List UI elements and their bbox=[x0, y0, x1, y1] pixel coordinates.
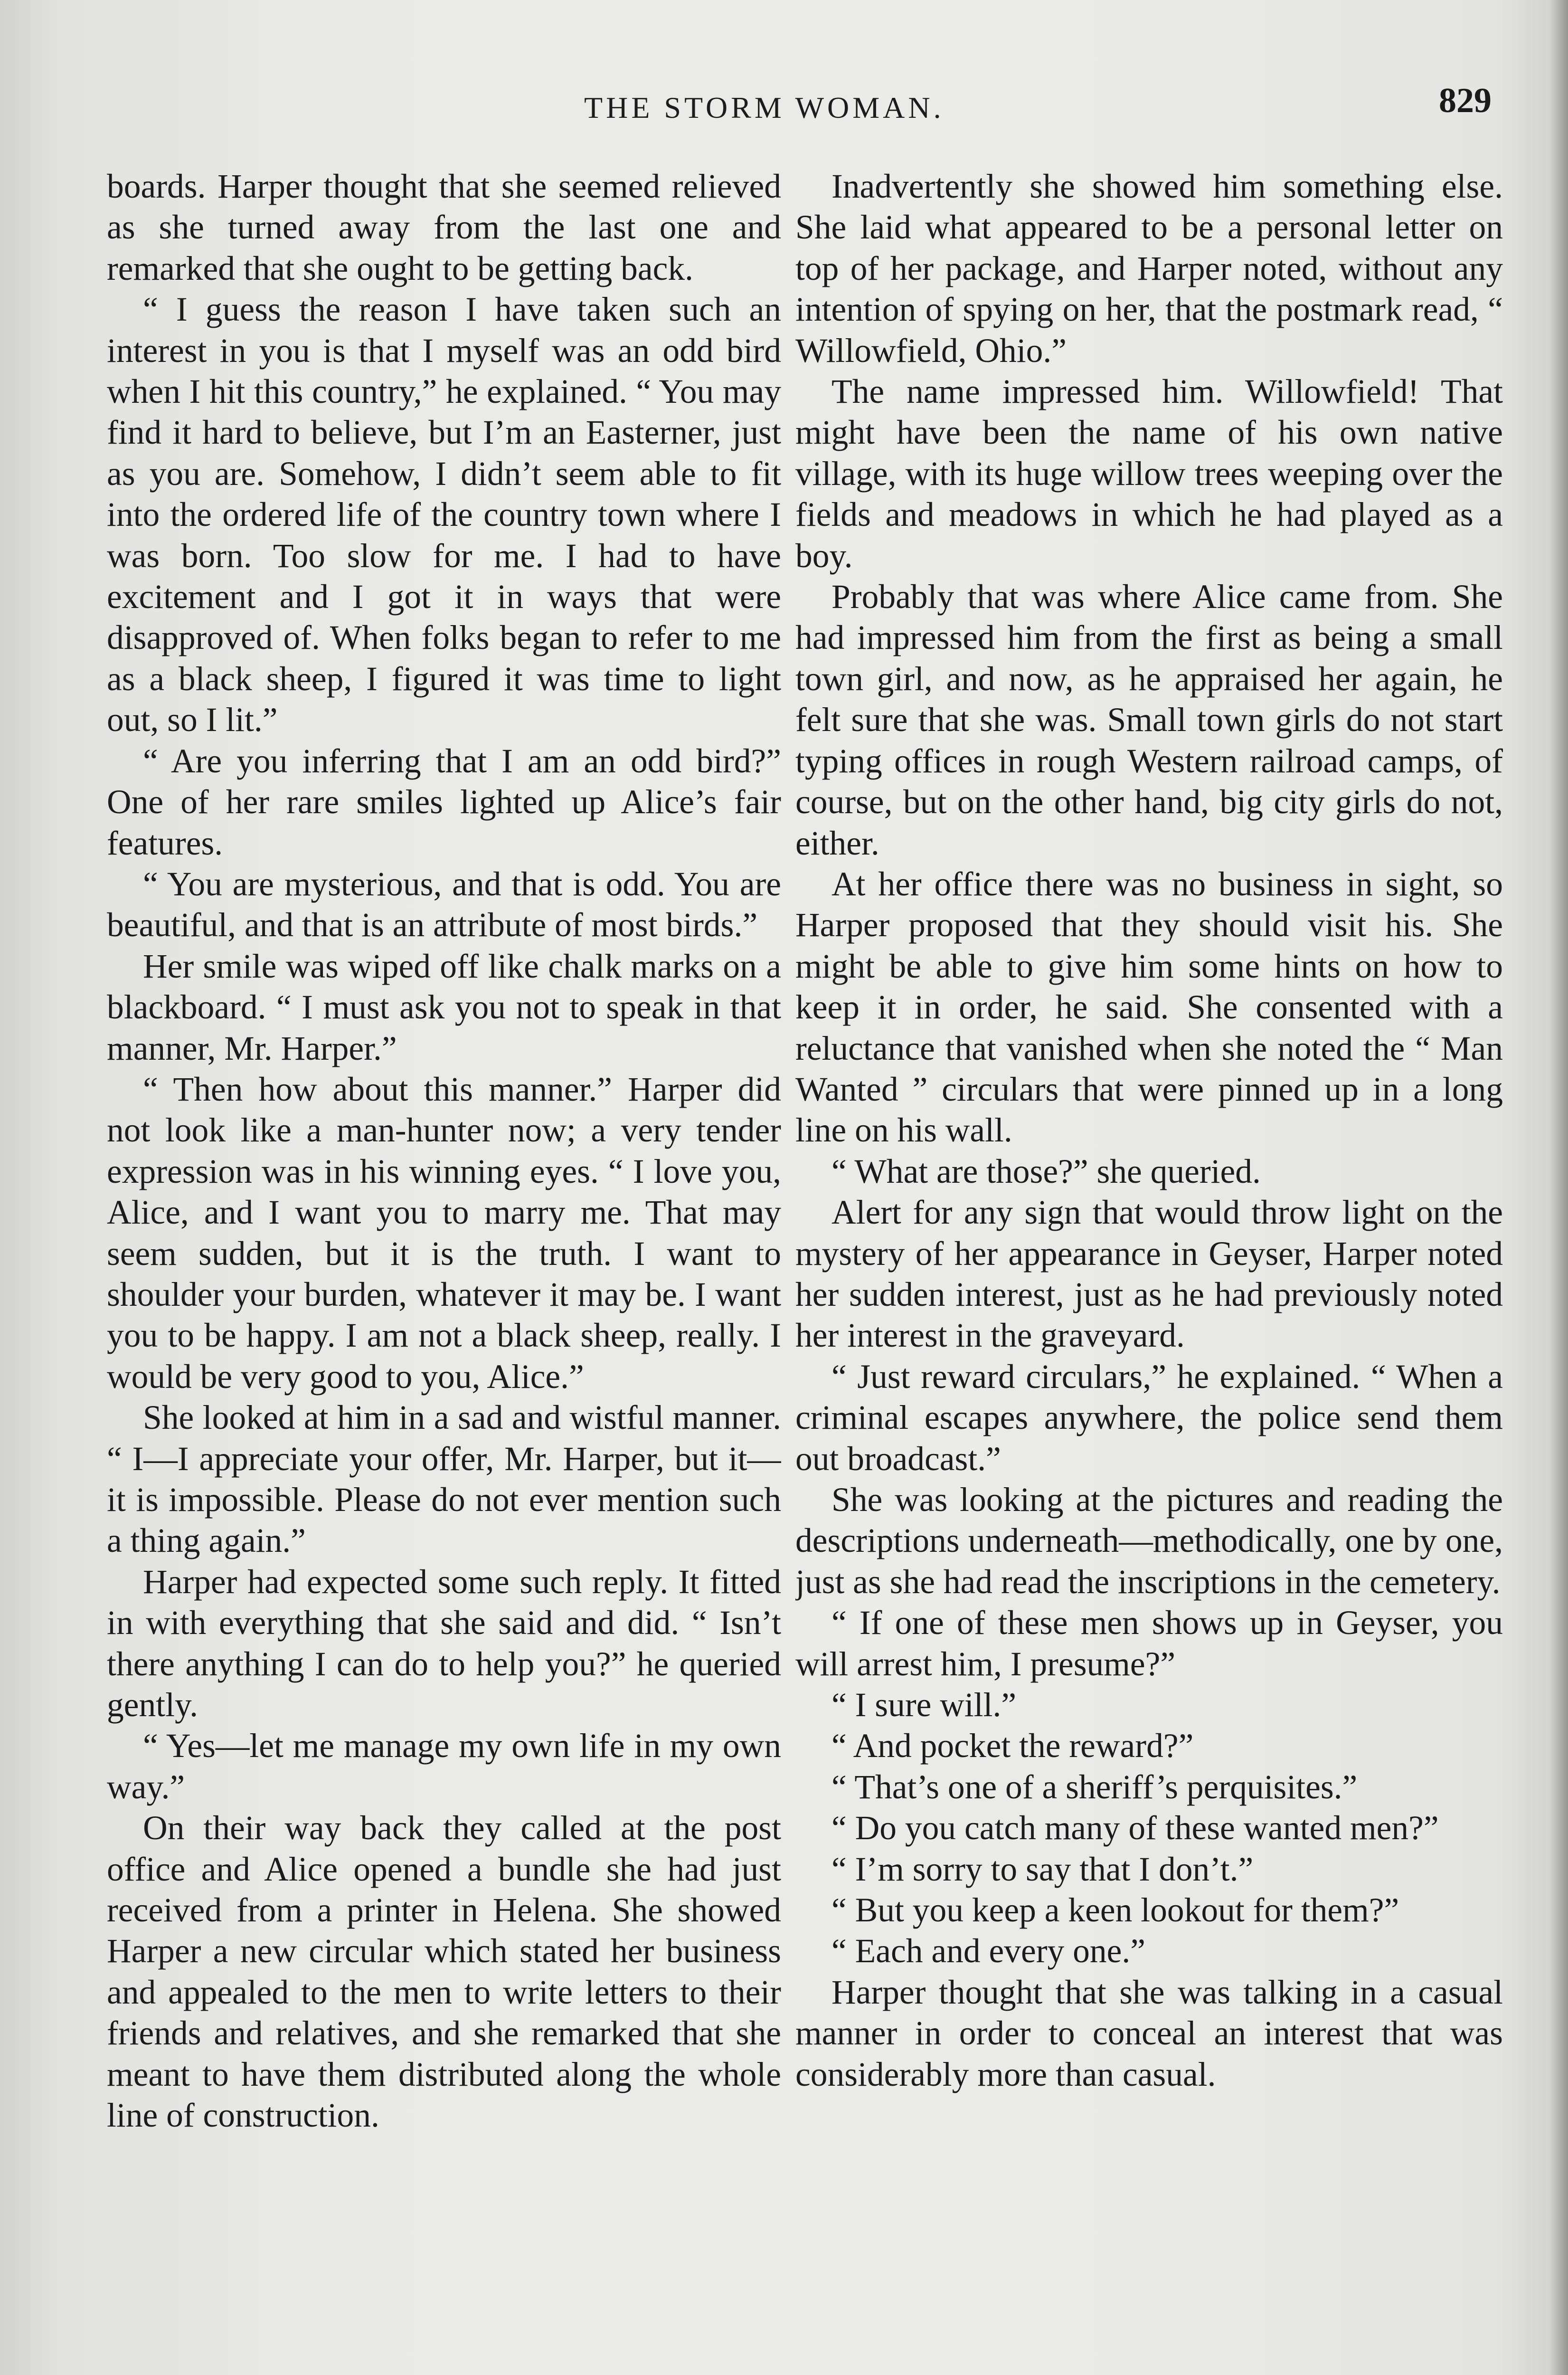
paragraph: Harper thought that she was talking in a casual manner in order to conceal an interest that was considerably more than casual. bbox=[795, 1973, 1503, 2093]
paragraph: “ That’s one of a sheriff’s perquisites.” bbox=[831, 1768, 1358, 1806]
paragraph: “ I’m sorry to say that I don’t.” bbox=[831, 1850, 1254, 1888]
paragraph: “ I guess the reason I have taken such an interest in you is that I myself was an odd bird when I hit this country,” he explained. “ You may find it hard to believe, but I’m an Easterner, just as you are. Somehow, I didn’t seem able to fit into the ordered life of the country town where I was born. Too slow for me. I had to have excitement and I got it in ways that were disapproved of. When folks began to refer to me as a black sheep, I figured it was time to light out, so I lit.” bbox=[107, 291, 781, 739]
paragraph: The name impressed him. Willowfield! That might have been the name of his own native village, with its huge willow trees weeping over the fields and meadows in which he had played as a boy. bbox=[795, 373, 1503, 575]
page-binding-shadow bbox=[1549, 0, 1568, 2375]
paragraph: Probably that was where Alice came from. She had impressed him from the first as being a small town girl, and now, as he appraised her again, he felt sure that she was. Small town girls do not start typing offices in rough Western railroad camps, of course, but on the other hand, big city girls do not, either. bbox=[795, 578, 1503, 862]
paragraph: “ What are those?” she queried. bbox=[831, 1152, 1261, 1190]
paragraph: She was looking at the pictures and reading the descriptions underneath—methodically, one by one, just as she had read the inscriptions in the cemetery. bbox=[795, 1481, 1503, 1601]
paragraph: “ Then how about this manner.” Harper did not look like a man-hunter now; a very tender expression was in his winning eyes. “ I love you, Alice, and I want you to marry me. That may seem sudden, but it is the truth. I want to shoulder your burden, whatever it may be. I want you to be happy. I am not a black sheep, really. I would be very good to you, Alice.” bbox=[107, 1070, 781, 1396]
paragraph: “ But you keep a keen lookout for them?” bbox=[831, 1891, 1399, 1929]
paragraph: “ And pocket the reward?” bbox=[831, 1727, 1194, 1765]
paragraph: “ Each and every one.” bbox=[831, 1932, 1145, 1970]
paragraph: Harper had expected some such reply. It fitted in with everything that she said and did. “ Isn’t there anything I can do to help you?” he queried gently. bbox=[107, 1563, 781, 1724]
paragraph: “ I sure will.” bbox=[831, 1686, 1017, 1724]
paragraph: At her office there was no business in sight, so Harper proposed that they should visit his. She might be able to give him some hints on how to keep it in order, he said. She consented with a reluctance that vanished when she noted the “ Man Wanted ” circulars that were pinned up in a long line on his wall. bbox=[795, 865, 1503, 1150]
paragraph: She looked at him in a sad and wistful manner. “ I—I appreciate your offer, Mr. Harper, but it—it is impossible. Please do not ever mention such a thing again.” bbox=[107, 1399, 781, 1560]
paragraph: “ Just reward circulars,” he explained. “ When a criminal escapes anywhere, the police send them out broadcast.” bbox=[795, 1358, 1503, 1478]
paragraph: “ If one of these men shows up in Geyser, you will arrest him, I presume?” bbox=[795, 1604, 1503, 1683]
right-column bbox=[795, 166, 1503, 2361]
running-title: THE STORM WOMAN. bbox=[584, 91, 945, 124]
paragraph: “ You are mysterious, and that is odd. You are beautiful, and that is an attribute of most birds.” bbox=[107, 865, 781, 944]
paragraph: “ Do you catch many of these wanted men?” bbox=[831, 1809, 1439, 1847]
page-header bbox=[0, 81, 1568, 147]
left-column bbox=[107, 166, 781, 2361]
paragraph: On their way back they called at the post office and Alice opened a bundle she had just received from a printer in Helena. She showed Harper a new circular which stated her business and appealed to the men to write letters to their friends and relatives, and she remarked that she meant to have them distributed along the whole line of construction. bbox=[107, 1809, 781, 2135]
paragraph: Alert for any sign that would throw light on the mystery of her appearance in Geyser, Harper noted her sudden interest, just as he had previously noted her interest in the graveyard. bbox=[795, 1194, 1503, 1355]
paragraph: Her smile was wiped off like chalk marks on a blackboard. “ I must ask you not to speak in that manner, Mr. Harper.” bbox=[107, 947, 781, 1067]
paragraph: Inadvertently she showed him something else. She laid what appeared to be a personal letter on top of her package, and Harper noted, without any intention of spying on her, that the postmark read, “ Willowfield, Ohio.” bbox=[795, 168, 1503, 370]
paragraph: boards. Harper thought that she seemed relieved as she turned away from the last one and remarked that she ought to be getting back. bbox=[107, 168, 781, 287]
paragraph: “ Yes—let me manage my own life in my own way.” bbox=[107, 1727, 781, 1806]
paragraph: “ Are you inferring that I am an odd bird?” One of her rare smiles lighted up Alice’s fair features. bbox=[107, 742, 781, 862]
page-number: 829 bbox=[1439, 81, 1492, 120]
